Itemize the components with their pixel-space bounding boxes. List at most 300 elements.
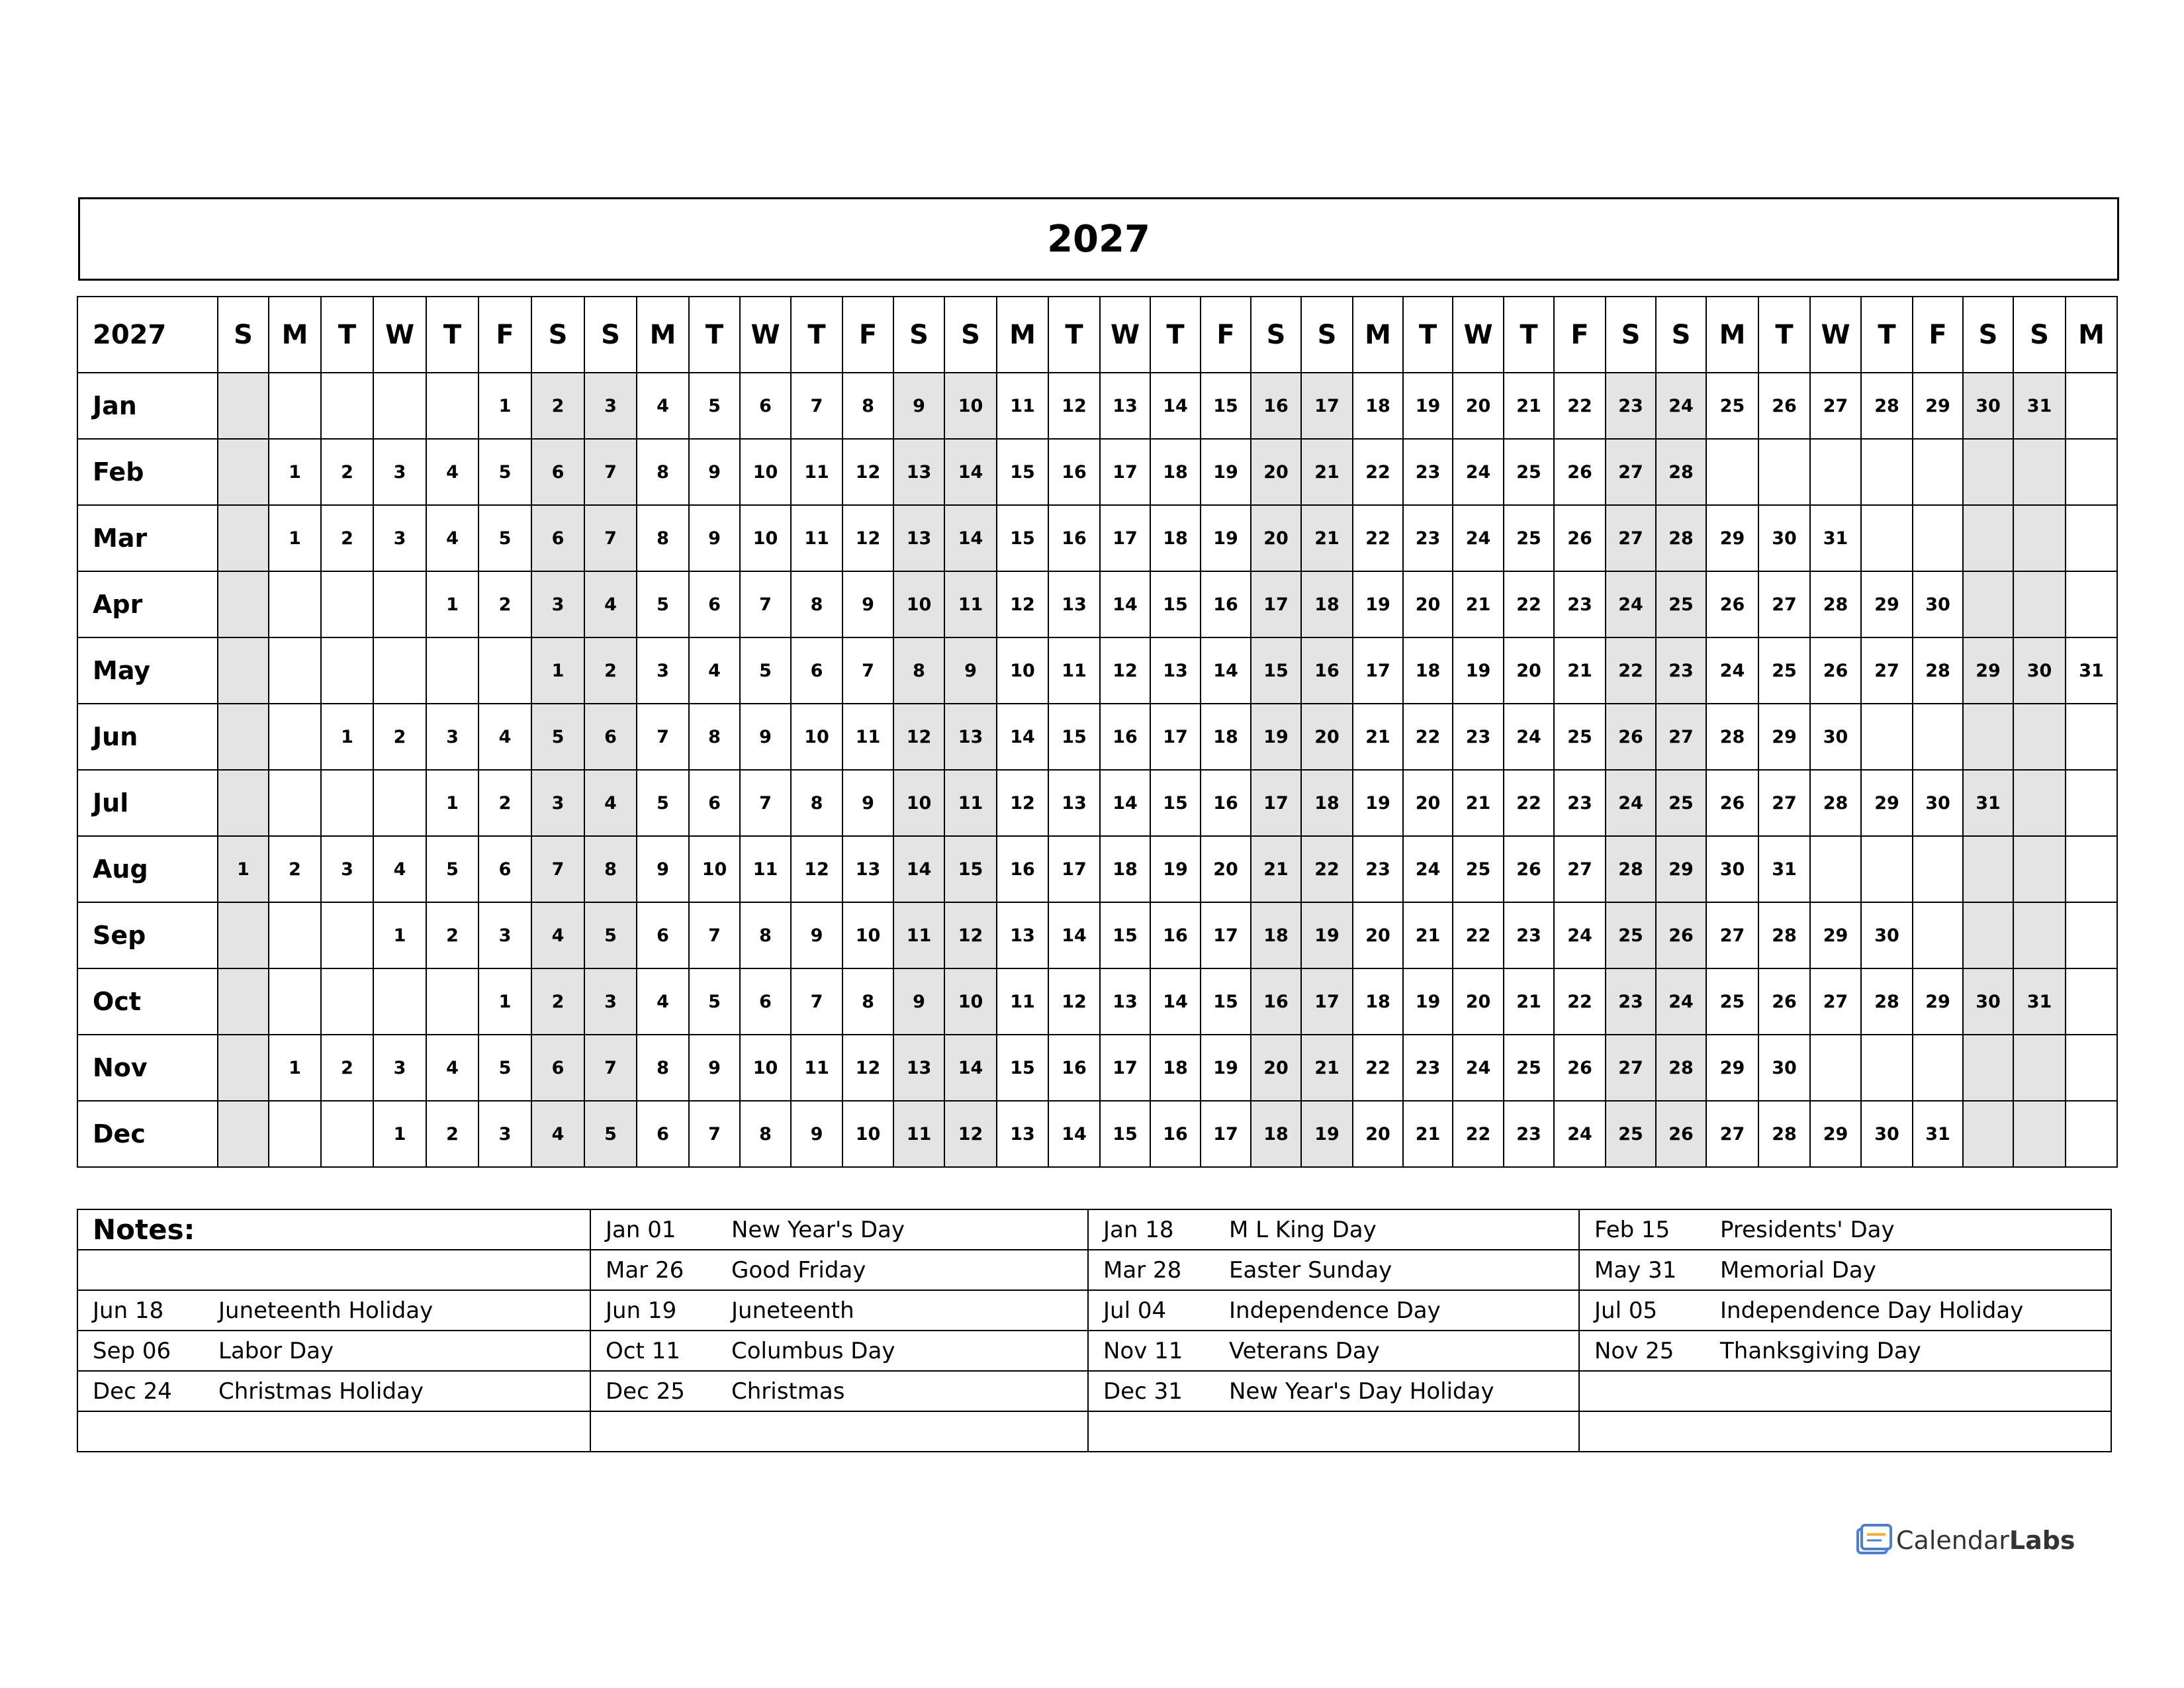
day-cell: 24 (1706, 637, 1758, 704)
day-cell: 21 (1301, 505, 1353, 571)
day-cell: 26 (1706, 571, 1758, 637)
day-cell: 17 (1251, 770, 1301, 836)
day-cell: 2 (584, 637, 637, 704)
day-cell: 14 (944, 505, 997, 571)
day-cell: 24 (1453, 505, 1504, 571)
day-cell: 19 (1453, 637, 1504, 704)
day-cell: 25 (1656, 571, 1706, 637)
empty-day-cell (2066, 439, 2117, 505)
day-cell: 10 (944, 373, 997, 439)
empty-day-cell (269, 902, 321, 968)
day-cell: 31 (1810, 505, 1861, 571)
day-cell: 30 (1861, 1101, 1913, 1167)
empty-day-cell (321, 1101, 373, 1167)
day-cell: 15 (997, 1035, 1048, 1101)
notes-table (77, 1209, 2112, 1452)
holiday-name: Memorial Day (1720, 1256, 1876, 1284)
day-cell: 7 (584, 439, 637, 505)
day-cell: 21 (1251, 836, 1301, 902)
day-cell: 26 (1554, 505, 1606, 571)
day-cell: 22 (1301, 836, 1353, 902)
day-cell: 24 (1656, 968, 1706, 1035)
holiday-name: Presidents' Day (1720, 1216, 1895, 1243)
empty-day-cell (2013, 1035, 2066, 1101)
day-cell: 11 (893, 1101, 944, 1167)
day-cell: 12 (944, 902, 997, 968)
day-cell: 2 (426, 902, 478, 968)
day-cell: 18 (1353, 373, 1403, 439)
day-cell: 6 (478, 836, 531, 902)
day-cell: 22 (1353, 1035, 1403, 1101)
month-row (77, 770, 2117, 836)
day-cell: 1 (426, 770, 478, 836)
day-cell: 19 (1201, 505, 1251, 571)
empty-day-cell (2066, 571, 2117, 637)
day-cell: 29 (1861, 571, 1913, 637)
day-cell: 13 (893, 1035, 944, 1101)
day-cell: 1 (478, 968, 531, 1035)
notes-row (77, 1331, 2111, 1371)
empty-day-cell (1810, 836, 1861, 902)
weekday-header: S (944, 297, 997, 373)
day-cell: 29 (1861, 770, 1913, 836)
day-cell: 23 (1554, 770, 1606, 836)
holiday-entry (1088, 1209, 1579, 1250)
day-cell: 8 (637, 439, 689, 505)
empty-day-cell (218, 505, 269, 571)
notes-row (77, 1371, 2111, 1411)
empty-notes-cell (77, 1411, 590, 1452)
day-cell: 16 (1201, 571, 1251, 637)
day-cell: 9 (842, 571, 893, 637)
day-cell: 14 (1100, 571, 1150, 637)
day-cell: 21 (1353, 704, 1403, 770)
weekday-header: M (2066, 297, 2117, 373)
day-cell: 9 (944, 637, 997, 704)
day-cell: 23 (1554, 571, 1606, 637)
day-cell: 16 (1251, 373, 1301, 439)
day-cell: 15 (1150, 770, 1201, 836)
day-cell: 5 (584, 1101, 637, 1167)
day-cell: 6 (637, 1101, 689, 1167)
empty-day-cell (1758, 439, 1810, 505)
day-cell: 14 (1048, 1101, 1100, 1167)
day-cell: 22 (1403, 704, 1453, 770)
day-cell: 5 (426, 836, 478, 902)
day-cell: 24 (1403, 836, 1453, 902)
empty-day-cell (426, 373, 478, 439)
day-cell: 21 (1504, 373, 1554, 439)
day-cell: 9 (893, 968, 944, 1035)
day-cell: 28 (1913, 637, 1963, 704)
day-cell: 1 (426, 571, 478, 637)
day-cell: 26 (1706, 770, 1758, 836)
day-cell: 7 (740, 571, 791, 637)
day-cell: 4 (531, 902, 584, 968)
holiday-date: Jun 18 (93, 1297, 164, 1324)
day-cell: 12 (791, 836, 842, 902)
empty-day-cell (2066, 505, 2117, 571)
day-cell: 11 (997, 373, 1048, 439)
day-cell: 23 (1606, 968, 1656, 1035)
empty-day-cell (1861, 836, 1913, 902)
day-cell: 6 (689, 571, 740, 637)
day-cell: 18 (1353, 968, 1403, 1035)
empty-day-cell (1963, 1101, 2013, 1167)
day-cell: 9 (637, 836, 689, 902)
empty-day-cell (373, 968, 426, 1035)
empty-day-cell (1913, 439, 1963, 505)
empty-day-cell (373, 770, 426, 836)
day-cell: 30 (1963, 373, 2013, 439)
day-cell: 17 (1353, 637, 1403, 704)
weekday-header: T (791, 297, 842, 373)
day-cell: 4 (637, 373, 689, 439)
day-cell: 1 (478, 373, 531, 439)
holiday-entry (1088, 1250, 1579, 1290)
day-cell: 12 (1100, 637, 1150, 704)
day-cell: 11 (944, 770, 997, 836)
day-cell: 12 (944, 1101, 997, 1167)
day-cell: 27 (1656, 704, 1706, 770)
month-label: Apr (77, 571, 218, 637)
day-cell: 25 (1504, 1035, 1554, 1101)
day-cell: 12 (842, 439, 893, 505)
weekday-header-row (77, 297, 2117, 373)
holiday-date: Dec 31 (1103, 1378, 1183, 1405)
holiday-date: Dec 24 (93, 1378, 172, 1405)
empty-day-cell (269, 1101, 321, 1167)
day-cell: 3 (321, 836, 373, 902)
day-cell: 25 (1706, 968, 1758, 1035)
notes-row (77, 1290, 2111, 1331)
day-cell: 28 (1861, 373, 1913, 439)
day-cell: 16 (997, 836, 1048, 902)
holiday-date: Dec 25 (606, 1378, 685, 1405)
day-cell: 11 (740, 836, 791, 902)
day-cell: 11 (997, 968, 1048, 1035)
year-calendar-grid (77, 296, 2118, 1168)
day-cell: 18 (1150, 439, 1201, 505)
empty-day-cell (1913, 1035, 1963, 1101)
day-cell: 22 (1554, 968, 1606, 1035)
day-cell: 11 (842, 704, 893, 770)
weekday-header: M (269, 297, 321, 373)
day-cell: 11 (791, 439, 842, 505)
month-label: Oct (77, 968, 218, 1035)
month-row (77, 505, 2117, 571)
day-cell: 12 (1048, 373, 1100, 439)
day-cell: 21 (1504, 968, 1554, 1035)
day-cell: 9 (689, 439, 740, 505)
notes-row (77, 1209, 2111, 1250)
holiday-name: Labor Day (218, 1337, 334, 1364)
day-cell: 19 (1301, 1101, 1353, 1167)
month-label: May (77, 637, 218, 704)
day-cell: 26 (1758, 968, 1810, 1035)
day-cell: 15 (997, 505, 1048, 571)
day-cell: 17 (1301, 968, 1353, 1035)
day-cell: 10 (893, 770, 944, 836)
day-cell: 9 (689, 505, 740, 571)
day-cell: 3 (373, 505, 426, 571)
empty-day-cell (373, 373, 426, 439)
day-cell: 17 (1301, 373, 1353, 439)
empty-day-cell (1861, 505, 1913, 571)
day-cell: 20 (1453, 968, 1504, 1035)
day-cell: 4 (637, 968, 689, 1035)
day-cell: 3 (531, 571, 584, 637)
calendar-logo-icon (1855, 1524, 1892, 1557)
day-cell: 31 (2013, 373, 2066, 439)
day-cell: 2 (269, 836, 321, 902)
day-cell: 9 (893, 373, 944, 439)
holiday-date: Feb 15 (1594, 1216, 1670, 1243)
notes-label: Notes: (77, 1209, 590, 1250)
empty-day-cell (218, 1101, 269, 1167)
day-cell: 29 (1706, 505, 1758, 571)
calendar-title: 2027 (78, 197, 2119, 281)
day-cell: 26 (1758, 373, 1810, 439)
month-row (77, 704, 2117, 770)
day-cell: 28 (1758, 902, 1810, 968)
day-cell: 2 (321, 505, 373, 571)
day-cell: 12 (893, 704, 944, 770)
day-cell: 6 (584, 704, 637, 770)
empty-day-cell (218, 968, 269, 1035)
empty-day-cell (1913, 704, 1963, 770)
day-cell: 25 (1504, 505, 1554, 571)
day-cell: 7 (791, 968, 842, 1035)
day-cell: 6 (791, 637, 842, 704)
day-cell: 13 (944, 704, 997, 770)
empty-notes-cell (1579, 1411, 2111, 1452)
day-cell: 25 (1706, 373, 1758, 439)
day-cell: 17 (1048, 836, 1100, 902)
day-cell: 20 (1251, 505, 1301, 571)
day-cell: 20 (1201, 836, 1251, 902)
empty-day-cell (321, 770, 373, 836)
day-cell: 2 (321, 1035, 373, 1101)
empty-day-cell (1963, 1035, 2013, 1101)
holiday-name: Easter Sunday (1229, 1256, 1392, 1284)
day-cell: 27 (1606, 505, 1656, 571)
holiday-date: Jun 19 (606, 1297, 677, 1324)
day-cell: 25 (1504, 439, 1554, 505)
weekday-header: T (1150, 297, 1201, 373)
weekday-header: S (2013, 297, 2066, 373)
weekday-header: T (1403, 297, 1453, 373)
day-cell: 22 (1606, 637, 1656, 704)
day-cell: 29 (1810, 902, 1861, 968)
day-cell: 2 (478, 770, 531, 836)
day-cell: 7 (689, 902, 740, 968)
day-cell: 25 (1453, 836, 1504, 902)
empty-day-cell (2013, 505, 2066, 571)
day-cell: 22 (1504, 770, 1554, 836)
day-cell: 24 (1554, 1101, 1606, 1167)
day-cell: 22 (1453, 1101, 1504, 1167)
weekday-header: S (218, 297, 269, 373)
day-cell: 3 (373, 439, 426, 505)
logo-text-calendar: Calendar (1896, 1526, 2009, 1555)
holiday-date: Jan 18 (1103, 1216, 1174, 1243)
month-row (77, 902, 2117, 968)
month-row (77, 968, 2117, 1035)
day-cell: 24 (1606, 571, 1656, 637)
holiday-entry (1579, 1250, 2111, 1290)
empty-day-cell (2066, 836, 2117, 902)
empty-day-cell (269, 637, 321, 704)
day-cell: 17 (1251, 571, 1301, 637)
day-cell: 20 (1251, 439, 1301, 505)
day-cell: 23 (1504, 902, 1554, 968)
day-cell: 9 (740, 704, 791, 770)
day-cell: 4 (373, 836, 426, 902)
day-cell: 27 (1706, 902, 1758, 968)
day-cell: 16 (1150, 1101, 1201, 1167)
empty-day-cell (269, 373, 321, 439)
day-cell: 14 (944, 439, 997, 505)
day-cell: 10 (740, 505, 791, 571)
empty-day-cell (2013, 571, 2066, 637)
weekday-header: M (997, 297, 1048, 373)
day-cell: 14 (893, 836, 944, 902)
weekday-header: S (584, 297, 637, 373)
day-cell: 20 (1353, 902, 1403, 968)
day-cell: 26 (1554, 1035, 1606, 1101)
day-cell: 10 (893, 571, 944, 637)
holiday-name: M L King Day (1229, 1216, 1377, 1243)
empty-day-cell (1963, 571, 2013, 637)
day-cell: 22 (1504, 571, 1554, 637)
empty-notes-cell (1579, 1371, 2111, 1411)
weekday-header: S (1606, 297, 1656, 373)
holiday-entry (1579, 1331, 2111, 1371)
day-cell: 31 (1913, 1101, 1963, 1167)
day-cell: 17 (1100, 1035, 1150, 1101)
day-cell: 7 (584, 1035, 637, 1101)
day-cell: 14 (997, 704, 1048, 770)
day-cell: 5 (531, 704, 584, 770)
empty-day-cell (1963, 704, 2013, 770)
day-cell: 20 (1251, 1035, 1301, 1101)
day-cell: 5 (740, 637, 791, 704)
day-cell: 7 (531, 836, 584, 902)
day-cell: 12 (1048, 968, 1100, 1035)
day-cell: 18 (1150, 505, 1201, 571)
empty-day-cell (1861, 439, 1913, 505)
empty-notes-cell (77, 1250, 590, 1290)
day-cell: 12 (842, 1035, 893, 1101)
day-cell: 18 (1100, 836, 1150, 902)
day-cell: 15 (944, 836, 997, 902)
day-cell: 15 (1100, 1101, 1150, 1167)
day-cell: 20 (1403, 770, 1453, 836)
day-cell: 8 (637, 505, 689, 571)
month-row (77, 637, 2117, 704)
day-cell: 8 (740, 1101, 791, 1167)
empty-day-cell (321, 373, 373, 439)
day-cell: 25 (1606, 1101, 1656, 1167)
day-cell: 24 (1504, 704, 1554, 770)
weekday-header: F (1554, 297, 1606, 373)
logo-text-labs: Labs (2009, 1526, 2075, 1555)
day-cell: 10 (842, 1101, 893, 1167)
month-label: Jan (77, 373, 218, 439)
day-cell: 8 (791, 770, 842, 836)
day-cell: 4 (584, 571, 637, 637)
day-cell: 21 (1554, 637, 1606, 704)
day-cell: 1 (373, 1101, 426, 1167)
holiday-name: Christmas Holiday (218, 1378, 424, 1405)
weekday-header: S (1301, 297, 1353, 373)
day-cell: 6 (531, 439, 584, 505)
day-cell: 16 (1251, 968, 1301, 1035)
day-cell: 30 (1913, 571, 1963, 637)
empty-day-cell (2066, 1101, 2117, 1167)
empty-day-cell (373, 571, 426, 637)
day-cell: 10 (842, 902, 893, 968)
empty-day-cell (218, 1035, 269, 1101)
empty-day-cell (2066, 373, 2117, 439)
day-cell: 18 (1251, 1101, 1301, 1167)
day-cell: 11 (893, 902, 944, 968)
weekday-header: W (740, 297, 791, 373)
day-cell: 24 (1453, 1035, 1504, 1101)
day-cell: 18 (1301, 571, 1353, 637)
day-cell: 26 (1606, 704, 1656, 770)
holiday-date: Mar 26 (606, 1256, 684, 1284)
day-cell: 14 (1150, 968, 1201, 1035)
day-cell: 19 (1403, 968, 1453, 1035)
day-cell: 16 (1301, 637, 1353, 704)
day-cell: 21 (1301, 1035, 1353, 1101)
day-cell: 30 (1913, 770, 1963, 836)
day-cell: 2 (478, 571, 531, 637)
day-cell: 23 (1403, 505, 1453, 571)
month-label: Aug (77, 836, 218, 902)
holiday-date: Nov 11 (1103, 1337, 1183, 1364)
empty-day-cell (1963, 505, 2013, 571)
day-cell: 2 (531, 968, 584, 1035)
holiday-entry (1088, 1290, 1579, 1331)
empty-day-cell (269, 770, 321, 836)
day-cell: 24 (1606, 770, 1656, 836)
day-cell: 3 (478, 902, 531, 968)
day-cell: 18 (1301, 770, 1353, 836)
empty-day-cell (1963, 439, 2013, 505)
month-row (77, 836, 2117, 902)
day-cell: 30 (1861, 902, 1913, 968)
day-cell: 8 (842, 968, 893, 1035)
month-label: Jul (77, 770, 218, 836)
day-cell: 23 (1656, 637, 1706, 704)
holiday-name: Independence Day Holiday (1720, 1297, 2024, 1324)
weekday-header: S (1251, 297, 1301, 373)
day-cell: 15 (1251, 637, 1301, 704)
day-cell: 16 (1048, 1035, 1100, 1101)
empty-day-cell (269, 704, 321, 770)
holiday-name: Thanksgiving Day (1720, 1337, 1921, 1364)
day-cell: 15 (1048, 704, 1100, 770)
day-cell: 27 (1706, 1101, 1758, 1167)
day-cell: 30 (1706, 836, 1758, 902)
day-cell: 13 (997, 1101, 1048, 1167)
day-cell: 26 (1656, 1101, 1706, 1167)
day-cell: 7 (842, 637, 893, 704)
day-cell: 5 (689, 968, 740, 1035)
